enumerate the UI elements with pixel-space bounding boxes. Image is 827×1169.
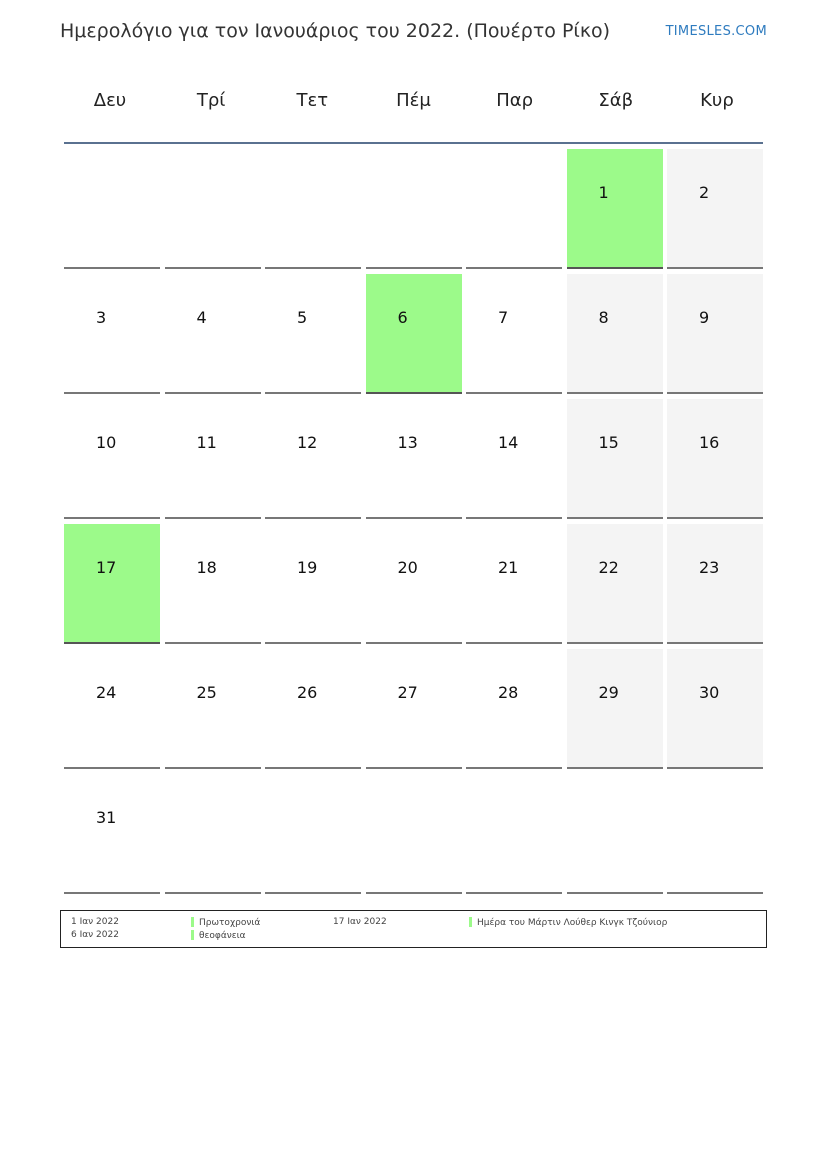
day-cell xyxy=(265,149,361,269)
day-cell xyxy=(366,524,462,644)
day-cell xyxy=(366,774,462,894)
day-number: 1 xyxy=(598,183,609,202)
day-number: 12 xyxy=(297,433,318,452)
legend-name: θεοφάνεια xyxy=(199,931,246,941)
legend-date: 1 Ιαν 2022 xyxy=(71,917,119,927)
day-number: 21 xyxy=(498,558,519,577)
day-number: 13 xyxy=(397,433,418,452)
day-number: 15 xyxy=(598,433,619,452)
legend-color-marker xyxy=(191,917,194,927)
day-cell xyxy=(165,649,261,769)
legend-date: 17 Ιαν 2022 xyxy=(333,917,387,927)
day-number: 18 xyxy=(196,558,217,577)
weekday-thu: Πέμ xyxy=(396,90,431,111)
day-number: 9 xyxy=(699,308,710,327)
day-cell xyxy=(466,524,562,644)
day-cell-holiday xyxy=(366,274,462,394)
day-cell xyxy=(466,774,562,894)
day-number: 10 xyxy=(96,433,117,452)
day-number: 27 xyxy=(397,683,418,702)
day-number: 11 xyxy=(196,433,217,452)
day-number: 3 xyxy=(96,308,107,327)
holiday-legend xyxy=(60,910,767,948)
day-cell-weekend xyxy=(567,399,663,519)
day-cell xyxy=(64,399,160,519)
legend-color-marker xyxy=(191,930,194,940)
weekday-header-row xyxy=(62,90,765,111)
weekday-fri: Παρ xyxy=(496,90,534,111)
legend-entry xyxy=(191,917,260,928)
day-cell-weekend xyxy=(667,399,763,519)
legend-entry xyxy=(191,930,246,941)
day-cell xyxy=(366,149,462,269)
day-number: 25 xyxy=(196,683,217,702)
weekday-wed: Τετ xyxy=(296,90,329,111)
day-number: 24 xyxy=(96,683,117,702)
day-number: 20 xyxy=(397,558,418,577)
header-divider xyxy=(64,142,763,144)
day-cell xyxy=(265,524,361,644)
day-cell xyxy=(64,274,160,394)
day-cell xyxy=(265,649,361,769)
weekday-mon: Δευ xyxy=(93,90,127,111)
day-cell-weekend xyxy=(667,149,763,269)
day-cell-weekend xyxy=(667,524,763,644)
legend-entry xyxy=(469,917,667,928)
day-number: 2 xyxy=(699,183,710,202)
day-cell xyxy=(64,649,160,769)
day-number: 5 xyxy=(297,308,308,327)
day-cell xyxy=(265,274,361,394)
day-number: 6 xyxy=(397,308,408,327)
day-cell-weekend xyxy=(567,524,663,644)
day-cell-weekend xyxy=(667,274,763,394)
day-cell xyxy=(265,774,361,894)
weekday-tue: Τρί xyxy=(196,90,226,111)
day-cell xyxy=(64,774,160,894)
day-cell xyxy=(265,399,361,519)
day-cell-weekend xyxy=(667,649,763,769)
day-cell xyxy=(567,774,663,894)
day-cell-weekend xyxy=(567,274,663,394)
day-cell-holiday xyxy=(64,524,160,644)
day-cell-holiday xyxy=(567,149,663,269)
day-cell xyxy=(165,399,261,519)
day-cell xyxy=(466,649,562,769)
legend-color-marker xyxy=(469,917,472,927)
day-number: 28 xyxy=(498,683,519,702)
day-cell xyxy=(466,149,562,269)
day-cell xyxy=(366,649,462,769)
weekday-sun: Κυρ xyxy=(700,90,734,111)
brand-link[interactable]: TIMESLES.COM xyxy=(665,24,767,39)
weekday-sat: Σάβ xyxy=(598,90,634,111)
day-cell xyxy=(165,774,261,894)
day-cell xyxy=(667,774,763,894)
day-number: 14 xyxy=(498,433,519,452)
day-number: 23 xyxy=(699,558,720,577)
page-title: Ημερολόγιο για τον Ιανουάριος του 2022. (Πουέρτο Ρίκο) xyxy=(60,20,611,42)
legend-name: Ημέρα του Μάρτιν Λούθερ Κινγκ Τζούνιορ xyxy=(477,918,668,928)
legend-name: Πρωτοχρονιά xyxy=(199,918,261,928)
day-number: 31 xyxy=(96,808,117,827)
day-number: 7 xyxy=(498,308,509,327)
day-number: 4 xyxy=(196,308,207,327)
day-number: 30 xyxy=(699,683,720,702)
legend-date: 6 Ιαν 2022 xyxy=(71,930,119,940)
day-cell xyxy=(466,399,562,519)
day-cell xyxy=(466,274,562,394)
day-cell-weekend xyxy=(567,649,663,769)
day-number: 16 xyxy=(699,433,720,452)
day-cell xyxy=(64,149,160,269)
day-cell xyxy=(165,149,261,269)
day-cell xyxy=(366,399,462,519)
calendar-grid xyxy=(64,149,763,894)
day-number: 8 xyxy=(598,308,609,327)
day-number: 19 xyxy=(297,558,318,577)
day-number: 29 xyxy=(598,683,619,702)
day-number: 22 xyxy=(598,558,619,577)
day-cell xyxy=(165,524,261,644)
day-number: 26 xyxy=(297,683,318,702)
day-number: 17 xyxy=(96,558,117,577)
day-cell xyxy=(165,274,261,394)
